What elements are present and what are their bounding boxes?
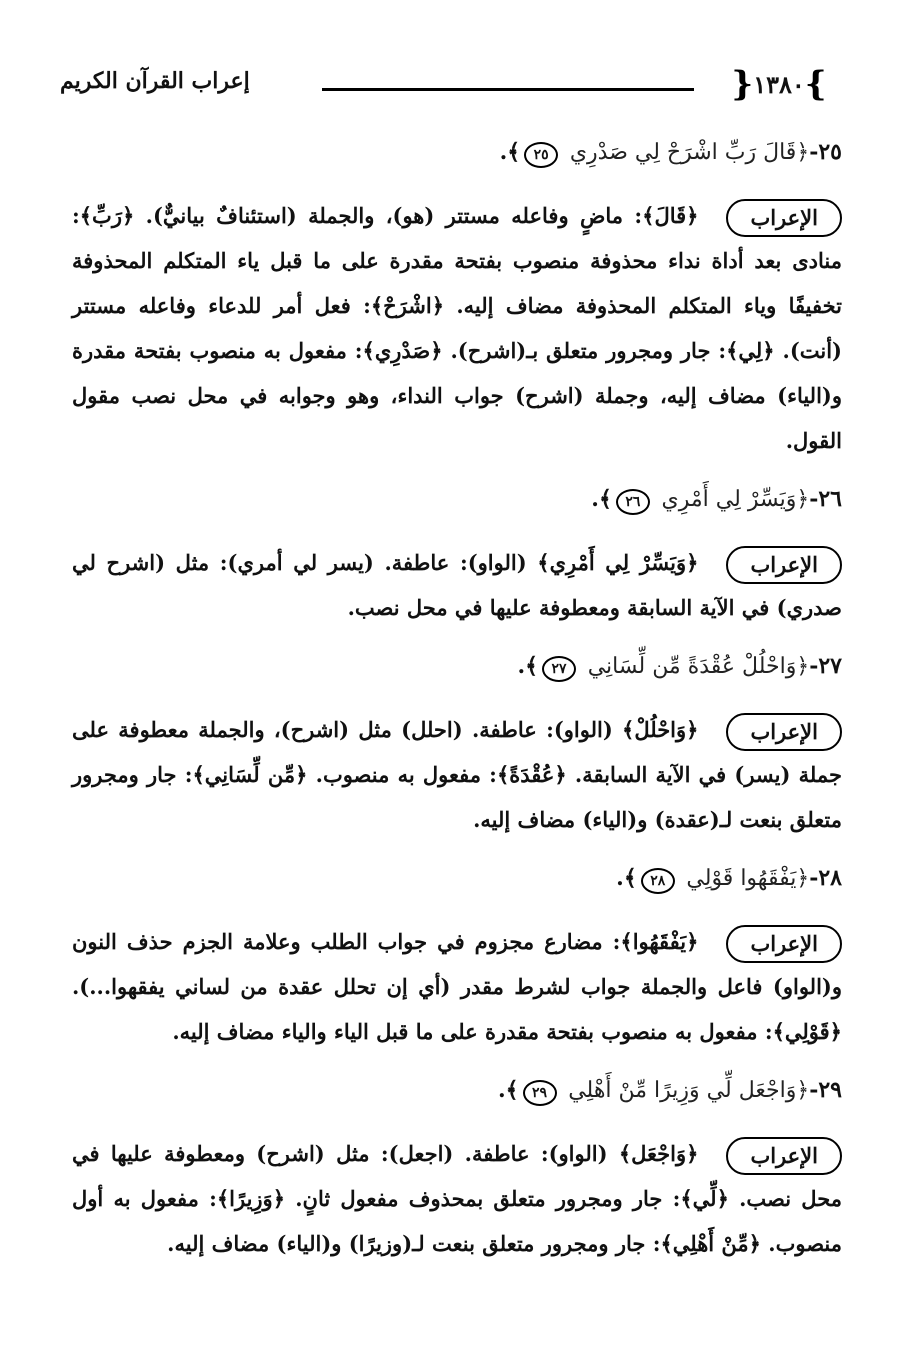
verse-number: ٢٧- (809, 653, 842, 679)
verse-text: ﴿يَفْقَهُوا قَوْلِي (686, 866, 810, 891)
irab-text: ﴿يَفْقَهُوا﴾: مضارع مجزوم في جواب الطلب وعلامة الجزم حذف النون و(الواو) فاعل والجملة جواب لشرط مقدر (أي إن تحلل عقدة من لساني يفقهوا...). ﴿قَوْلِي﴾: مفعول به منصوب بفتحة مقدرة على ما قبل الياء والياء مضاف إليه. (72, 929, 842, 1044)
verse-number: ٢٩- (809, 1077, 842, 1103)
brace-right-icon: } (804, 64, 827, 104)
verse-number: ٢٥- (809, 139, 842, 165)
ayah-marker: ٢٩ (523, 1080, 557, 1106)
verse-end: ﴾. (499, 139, 521, 165)
irab-text: ﴿وَيَسِّرْ لِي أَمْرِي﴾ (الواو): عاطفة. (يسر لي أمري): مثل (اشرح لي صدري) في الآية السابقة ومعطوفة عليها في محل نصب. (72, 550, 842, 620)
verse-text: ﴿وَاحْلُلْ عُقْدَةً مِّن لِّسَانِي (587, 654, 810, 679)
irab-28 (72, 919, 842, 1054)
header-divider (322, 88, 694, 91)
irab-29 (72, 1131, 842, 1266)
irab-label: الإعراب (726, 1137, 842, 1175)
verse-29 (72, 1068, 842, 1113)
irab-25 (72, 193, 842, 463)
verse-text: ﴿قَالَ رَبِّ اشْرَحْ لِي صَدْرِي (569, 140, 810, 165)
irab-27 (72, 707, 842, 842)
irab-label: الإعراب (726, 546, 842, 584)
book-title: إعراب القرآن الكريم (60, 68, 250, 94)
verse-end: ﴾. (591, 486, 612, 512)
ayah-marker: ٢٦ (616, 489, 650, 515)
verse-text: ﴿وَيَسِّرْ لِي أَمْرِي (661, 487, 810, 512)
irab-label: الإعراب (726, 199, 842, 237)
verse-text: ﴿وَاجْعَل لِّي وَزِيرًا مِّنْ أَهْلِي (568, 1078, 810, 1103)
verse-26 (72, 477, 842, 522)
verse-number: ٢٨- (809, 865, 842, 891)
verse-25 (72, 130, 842, 175)
verse-28 (72, 856, 842, 901)
verse-end: ﴾. (517, 653, 539, 679)
irab-text: ﴿وَاحْلُلْ﴾ (الواو): عاطفة. (احلل) مثل (اشرح)، والجملة معطوفة على جملة (يسر) في الآية السابقة. ﴿عُقْدَةً﴾: مفعول به منصوب. ﴿مِّن لِّسَانِي﴾: جار ومجرور متعلق بنعت لـ(عقدة) و(الياء) مضاف إليه. (72, 717, 842, 832)
irab-label: الإعراب (726, 713, 842, 751)
ayah-marker: ٢٥ (524, 142, 558, 168)
page-number (724, 64, 834, 104)
verse-number: ٢٦- (809, 486, 842, 512)
verse-27 (72, 644, 842, 689)
irab-text: ﴿قَالَ﴾: ماضٍ وفاعله مستتر (هو)، والجملة (استئنافٌ بيانيٌّ). ﴿رَبِّ﴾: منادى بعد أداة نداء محذوفة منصوب بفتحة مقدرة على ما قبل ياء المتكلم المحذوفة تخفيفًا وياء المتكلم المحذوفة مضاف إليه. ﴿اشْرَحْ﴾: فعل أمر للدعاء وفاعله مستتر (أنت). ﴿لِي﴾: جار ومجرور متعلق بـ(اشرح). ﴿صَدْرِي﴾: مفعول به منصوب بفتحة مقدرة و(الياء) مضاف إليه، وجملة (اشرح) جواب النداء، وهو وجوابه في محل نصب مقول القول. (72, 203, 842, 453)
page-number-text: ١٣٨٠ (753, 69, 805, 99)
ayah-marker: ٢٨ (641, 868, 675, 894)
page-header (60, 60, 834, 110)
irab-text: ﴿وَاجْعَل﴾ (الواو): عاطفة. (اجعل): مثل (اشرح) ومعطوفة عليها في محل نصب. ﴿لِّي﴾: جار ومجرور متعلق بمحذوف مفعول ثانٍ. ﴿وَزِيرًا﴾: مفعول به أول منصوب. ﴿مِّنْ أَهْلِي﴾: جار ومجرور متعلق بنعت لـ(وزيرًا) و(الياء) مضاف إليه. (72, 1141, 842, 1256)
irab-26 (72, 540, 842, 630)
ayah-marker: ٢٧ (542, 656, 576, 682)
page-content (72, 130, 842, 1280)
irab-label: الإعراب (726, 925, 842, 963)
verse-end: ﴾. (616, 865, 637, 891)
verse-end: ﴾. (497, 1077, 519, 1103)
brace-left-icon: { (731, 64, 754, 104)
